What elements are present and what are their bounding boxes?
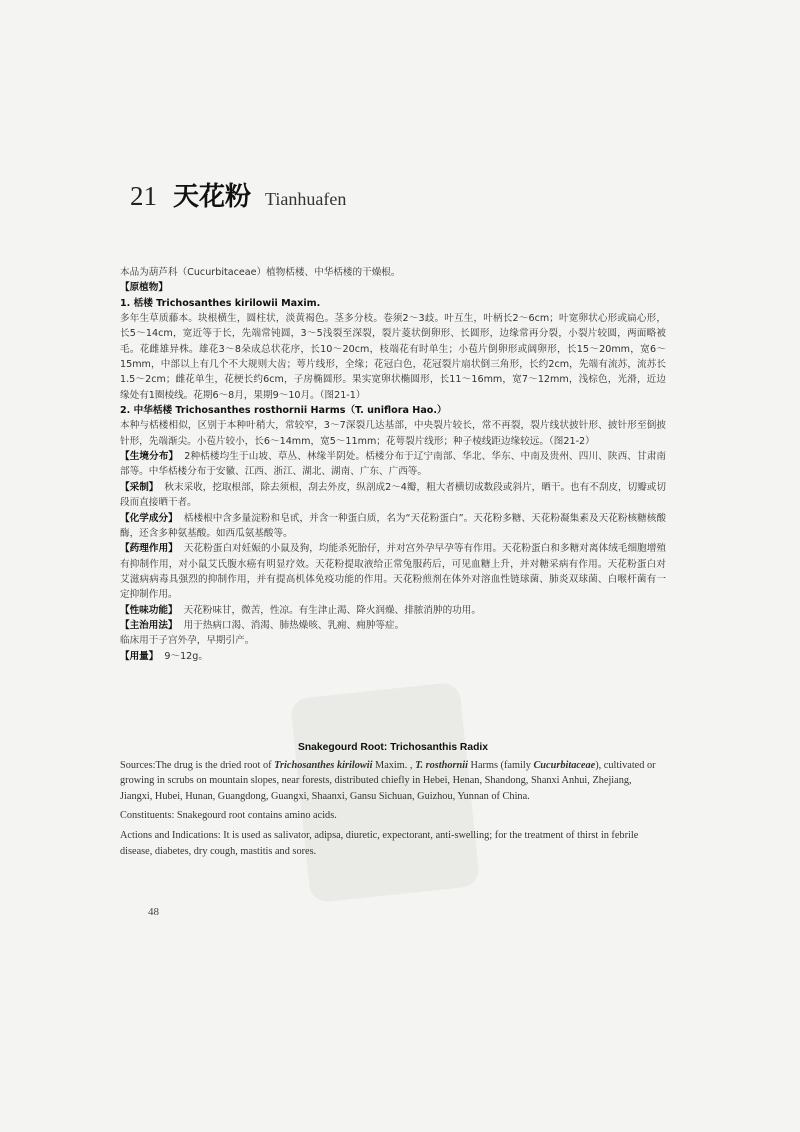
chapter-number: 21 xyxy=(130,181,157,211)
sources-text-4: ), cultivated or growing in scrubs on mountain slopes, near forests, distributed chiefly in Hebei, Henan, Shandong, Shanxi Anhui, Zhejiang, Jiangxi, Hubei, Hunan, Guangdong, Guangxi, Shaanxi, Gansu Sichuan, Guizhou, Yunnan of China. xyxy=(120,759,656,802)
species2-heading: 2. 中华栝楼 Trichosanthes rosthornii Harms（T. uniflora Hao.） xyxy=(120,405,447,417)
usage-text-clinical: 临床用于子宫外孕，早期引产。 xyxy=(120,635,255,647)
sources-text-3: Harms (family xyxy=(467,759,534,771)
constituents-label: Constituents: xyxy=(120,810,175,822)
pharmacology-text: 天花粉蛋白对妊娠的小鼠及狗，均能杀死胎仔，并对宫外孕早孕等有作用。天花粉蛋白和多糖对离体绒毛细胞增殖有抑制作用，对小鼠艾氏腹水癌有明显疗效。天花粉提取液给正常兔服药后，可见血糖上升，并对糖采病有作用。天花粉蛋白对艾滋病病毒具强烈的抑制作用，并有提高机体免疫功能的作用。天花粉煎剂在体外对溶血性链球菌、肺炎双球菌、白喉杆菌有一定抑制作用。 xyxy=(120,543,667,601)
processing-text: 秋末采收，挖取根部，除去须根，刮去外皮，纵剖成2～4瓣，粗大者横切成数段或斜片，晒干。也有不刮皮，切瓣或切段而直接晒干者。 xyxy=(120,481,666,509)
chinese-body xyxy=(120,265,666,664)
english-section xyxy=(120,740,666,859)
nature-text: 天花粉味甘，微苦，性凉。有生津止渴、降火润燥、排脓消肿的功用。 xyxy=(183,604,481,616)
species-name-2: T. rosthornii xyxy=(415,759,468,771)
sources-text-2: Maxim. , xyxy=(372,759,416,771)
family-name: Cucurbitaceae xyxy=(533,759,596,771)
constituents-text: Snakegourd root contains amino acids. xyxy=(174,810,337,822)
pharmacology-label: 【药理作用】 xyxy=(120,543,178,555)
chemistry-label: 【化学成分】 xyxy=(120,512,178,524)
species1-description: 多年生草质藤本。块根横生，圆柱状，淡黄褐色。茎多分枝。卷须2～3歧。叶互生，叶柄长2～6cm；叶宽卵状心形或扁心形，长5～14cm，宽近等于长，先端常钝圆，3～5浅裂至深裂，裂片菱状倒卵形、长圆形，边缘常再分裂，小裂片较圆，两面略被毛。花雌雄异株。雄花3～8朵成总状花序，长10～20cm，枝端花有时单生；小苞片倒卵形或阔卵形，长15～20mm，宽6～15mm，中部以上有几个不大规则大齿；萼片线形，全缘；花冠白色，花冠裂片扇状倒三角形，长约2cm，先端有流苏，流苏长1.5～2cm；雌花单生，花梗长约6cm，子房椭圆形。果实宽卵状椭圆形，长11～16mm，宽7～12mm，浅棕色，光滑，近边缘处有1圈棱线。花期6～8月，果期9～10月。（图21-1） xyxy=(120,313,666,401)
sources-label: Sources: xyxy=(120,759,156,771)
species2-description: 本种与栝楼相似，区别于本种叶稍大，常较窄，3～7深裂几达基部，中央裂片较长，常不再裂，裂片线状披针形、披针形至倒披针形，先端渐尖。小苞片较小，长6～14mm，宽5～11mm；花萼裂片线形；种子棱线距边缘较远。（图21-2） xyxy=(120,420,666,447)
actions-label: Actions and Indications: xyxy=(120,829,221,841)
chapter-title-chinese: 天花粉 xyxy=(173,182,252,212)
actions-paragraph xyxy=(120,828,666,859)
sources-paragraph xyxy=(120,758,666,805)
dosage-text: 9～12g。 xyxy=(164,650,208,662)
species1-heading: 1. 栝楼 Trichosanthes kirilowii Maxim. xyxy=(120,297,321,309)
species-name-1: Trichosanthes kirilowii xyxy=(274,759,373,771)
usage-text: 用于热病口渴、消渴、肺热燥咳、乳痈、痈肿等症。 xyxy=(183,619,405,631)
chapter-title-pinyin: Tianhuafen xyxy=(265,189,347,209)
usage-label: 【主治用法】 xyxy=(120,619,178,631)
habitat-text: 2种栝楼均生于山坡、草丛、林缘半阴处。栝楼分布于辽宁南部、华北、华东、中南及贵州、四川、陕西、甘肃南部等。中华栝楼分布于安徽、江西、浙江、湖北、湖南、广东、广西等。 xyxy=(120,451,667,478)
nature-label: 【性味功能】 xyxy=(120,604,178,616)
sources-text-1: The drug is the dried root of xyxy=(155,759,275,771)
english-title: Snakegourd Root: Trichosanthis Radix xyxy=(298,742,488,753)
constituents-paragraph xyxy=(120,808,666,824)
page-number: 48 xyxy=(148,906,159,918)
dosage-label: 【用量】 xyxy=(120,650,159,662)
habitat-label: 【生境分布】 xyxy=(120,451,179,463)
processing-label: 【采制】 xyxy=(120,481,159,493)
actions-text: It is used as salivator, adipsa, diuretic, expectorant, anti-swelling; for the treatment of thirst in febrile disease, diabetes, dry cough, mastitis and sores. xyxy=(120,829,639,857)
chemistry-text: 栝楼根中含多量淀粉和皂甙，并含一种蛋白质，名为“天花粉蛋白”。天花粉多糖、天花粉凝集素及天花粉核糖核酸酶，还含多种氨基酸。如西瓜氨基酸等。 xyxy=(120,512,666,539)
intro-paragraph: 本品为葫芦科（Cucurbitaceae）植物栝楼、中华栝楼的干燥根。 xyxy=(120,267,401,278)
chapter-heading xyxy=(130,176,346,213)
origin-label: 【原植物】 xyxy=(120,282,168,294)
